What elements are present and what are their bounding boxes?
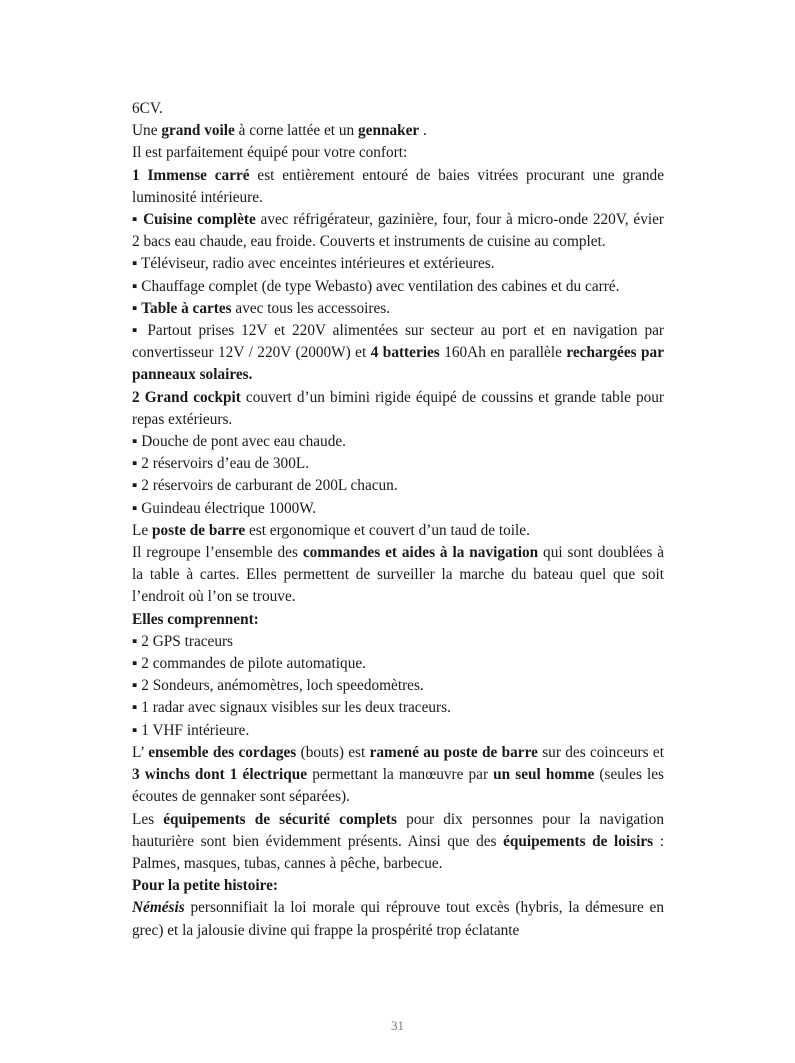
text-run: avec tous les accessoires. [231, 299, 391, 317]
text-run: . [419, 122, 427, 140]
bold-text: commandes et aides à la navigation [302, 544, 539, 562]
paragraph [132, 142, 664, 164]
text-run: sur des coinceurs et [537, 743, 664, 761]
text-run: 6CV. [132, 100, 163, 117]
paragraph [132, 742, 664, 809]
text-run: (seules les écoutes de gennaker sont séparées). [132, 766, 665, 806]
text-run: Il est parfaitement équipé pour votre confort: [132, 144, 408, 162]
text-run: ▪ [132, 211, 144, 229]
text-run: avec réfrigérateur, gazinière, four, four à micro-onde 220V, évier 2 bacs eau chaude, eau froide. Couverts et instruments de cuisine au complet. [132, 211, 664, 251]
text-run: ▪ 2 Sondeurs, anémomètres, loch speedomètres. [132, 677, 424, 695]
paragraph [132, 498, 664, 520]
bold-text: grand voile [161, 122, 235, 140]
paragraph [132, 276, 664, 298]
paragraph [132, 209, 664, 253]
text-run: ▪ Partout prises 12V et 220V alimentées sur secteur au port et en navigation par convertisseur 12V / 220V (2000W) et [132, 322, 664, 362]
text-run: ▪ Guindeau électrique 1000W. [132, 499, 317, 517]
bold-text: 3 winchs dont 1 électrique [132, 766, 308, 784]
paragraph [132, 253, 664, 275]
text-run: ▪ 2 commandes de pilote automatique. [132, 655, 366, 673]
bold-text: Némésis [132, 899, 185, 917]
bold-text: Elles comprennent: [132, 610, 259, 628]
paragraph [132, 897, 664, 941]
paragraph [132, 453, 664, 475]
paragraph [132, 165, 664, 209]
paragraph [132, 120, 664, 142]
text-run: permettant la manœuvre par [307, 766, 494, 784]
text-run: Il regroupe l’ensemble des [132, 544, 303, 562]
text-run: ▪ Téléviseur, radio avec enceintes intérieures et extérieures. [132, 255, 495, 273]
text-run: ▪ Douche de pont avec eau chaude. [132, 433, 346, 451]
text-run: ▪ [132, 299, 142, 317]
text-run: ▪ 2 réservoirs d’eau de 300L. [132, 455, 310, 473]
paragraph [132, 298, 664, 320]
text-run: ▪ 1 radar avec signaux visibles sur les deux traceurs. [132, 699, 451, 717]
bold-text: rechargées par panneaux solaires. [132, 344, 664, 384]
paragraph [132, 697, 664, 719]
paragraph [132, 720, 664, 742]
text-run: Une [132, 122, 162, 140]
bold-text: gennaker [358, 122, 420, 140]
paragraph [132, 320, 664, 387]
bold-text: un seul homme [493, 766, 595, 784]
text-run: ▪ Chauffage complet (de type Webasto) avec ventilation des cabines et du carré. [132, 277, 620, 295]
text-run: est ergonomique et couvert d’un taud de toile. [245, 521, 530, 539]
text-run: pour dix personnes pour la navigation hauturière sont bien évidemment présents. Ainsi que des [132, 810, 664, 850]
paragraph [132, 431, 664, 453]
text-run: qui sont doublées à la table à cartes. Elles permettent de surveiller la marche du bateau quel que soit l’endroit où l’on se trouve. [132, 544, 664, 606]
paragraph [132, 542, 664, 609]
text-run: est entièrement entouré de baies vitrées procurant une grande luminosité intérieure. [132, 166, 664, 206]
text-run: personnifiait la loi morale qui réprouve tout excès (hybris, la démesure en grec) et la jalousie divine qui frappe la prospérité trop éclatante [132, 899, 664, 939]
document-body [132, 98, 664, 942]
bold-text: équipements de sécurité complets [163, 810, 397, 828]
bold-text: 2 Grand cockpit [132, 388, 241, 406]
bold-text: Pour la petite histoire: [132, 877, 279, 895]
paragraph [132, 387, 664, 431]
bold-text: 4 batteries [370, 344, 440, 362]
text-run: à corne lattée et un [234, 122, 358, 140]
paragraph [132, 631, 664, 653]
text-run: L’ [132, 743, 149, 761]
paragraph [132, 475, 664, 497]
page-number: 31 [391, 1018, 404, 1033]
paragraph [132, 875, 664, 897]
paragraph [132, 609, 664, 631]
bold-text: 1 Immense carré [132, 166, 250, 184]
text-run: ▪ 2 réservoirs de carburant de 200L chacun. [132, 477, 398, 495]
text-run: ▪ 1 VHF intérieure. [132, 721, 250, 739]
bold-text: ensemble des cordages [148, 743, 297, 761]
text-run: Les [132, 810, 164, 828]
text-run: (bouts) est [296, 743, 370, 761]
bold-text: poste de barre [151, 521, 246, 539]
text-run: 160Ah en parallèle [439, 344, 567, 362]
text-run: couvert d’un bimini rigide équipé de coussins et grande table pour repas extérieurs. [132, 388, 664, 428]
paragraph [132, 809, 664, 876]
text-run: : Palmes, masques, tubas, cannes à pêche, barbecue. [132, 832, 665, 872]
paragraph [132, 520, 664, 542]
text-run: ▪ 2 GPS traceurs [132, 632, 234, 650]
paragraph [132, 98, 664, 120]
text-run: Le [132, 521, 152, 539]
paragraph [132, 653, 664, 675]
bold-text: équipements de loisirs [503, 832, 654, 850]
bold-text: Table à cartes [141, 299, 232, 317]
bold-text: Cuisine complète [143, 211, 256, 229]
bold-text: ramené au poste de barre [369, 743, 538, 761]
paragraph [132, 675, 664, 697]
